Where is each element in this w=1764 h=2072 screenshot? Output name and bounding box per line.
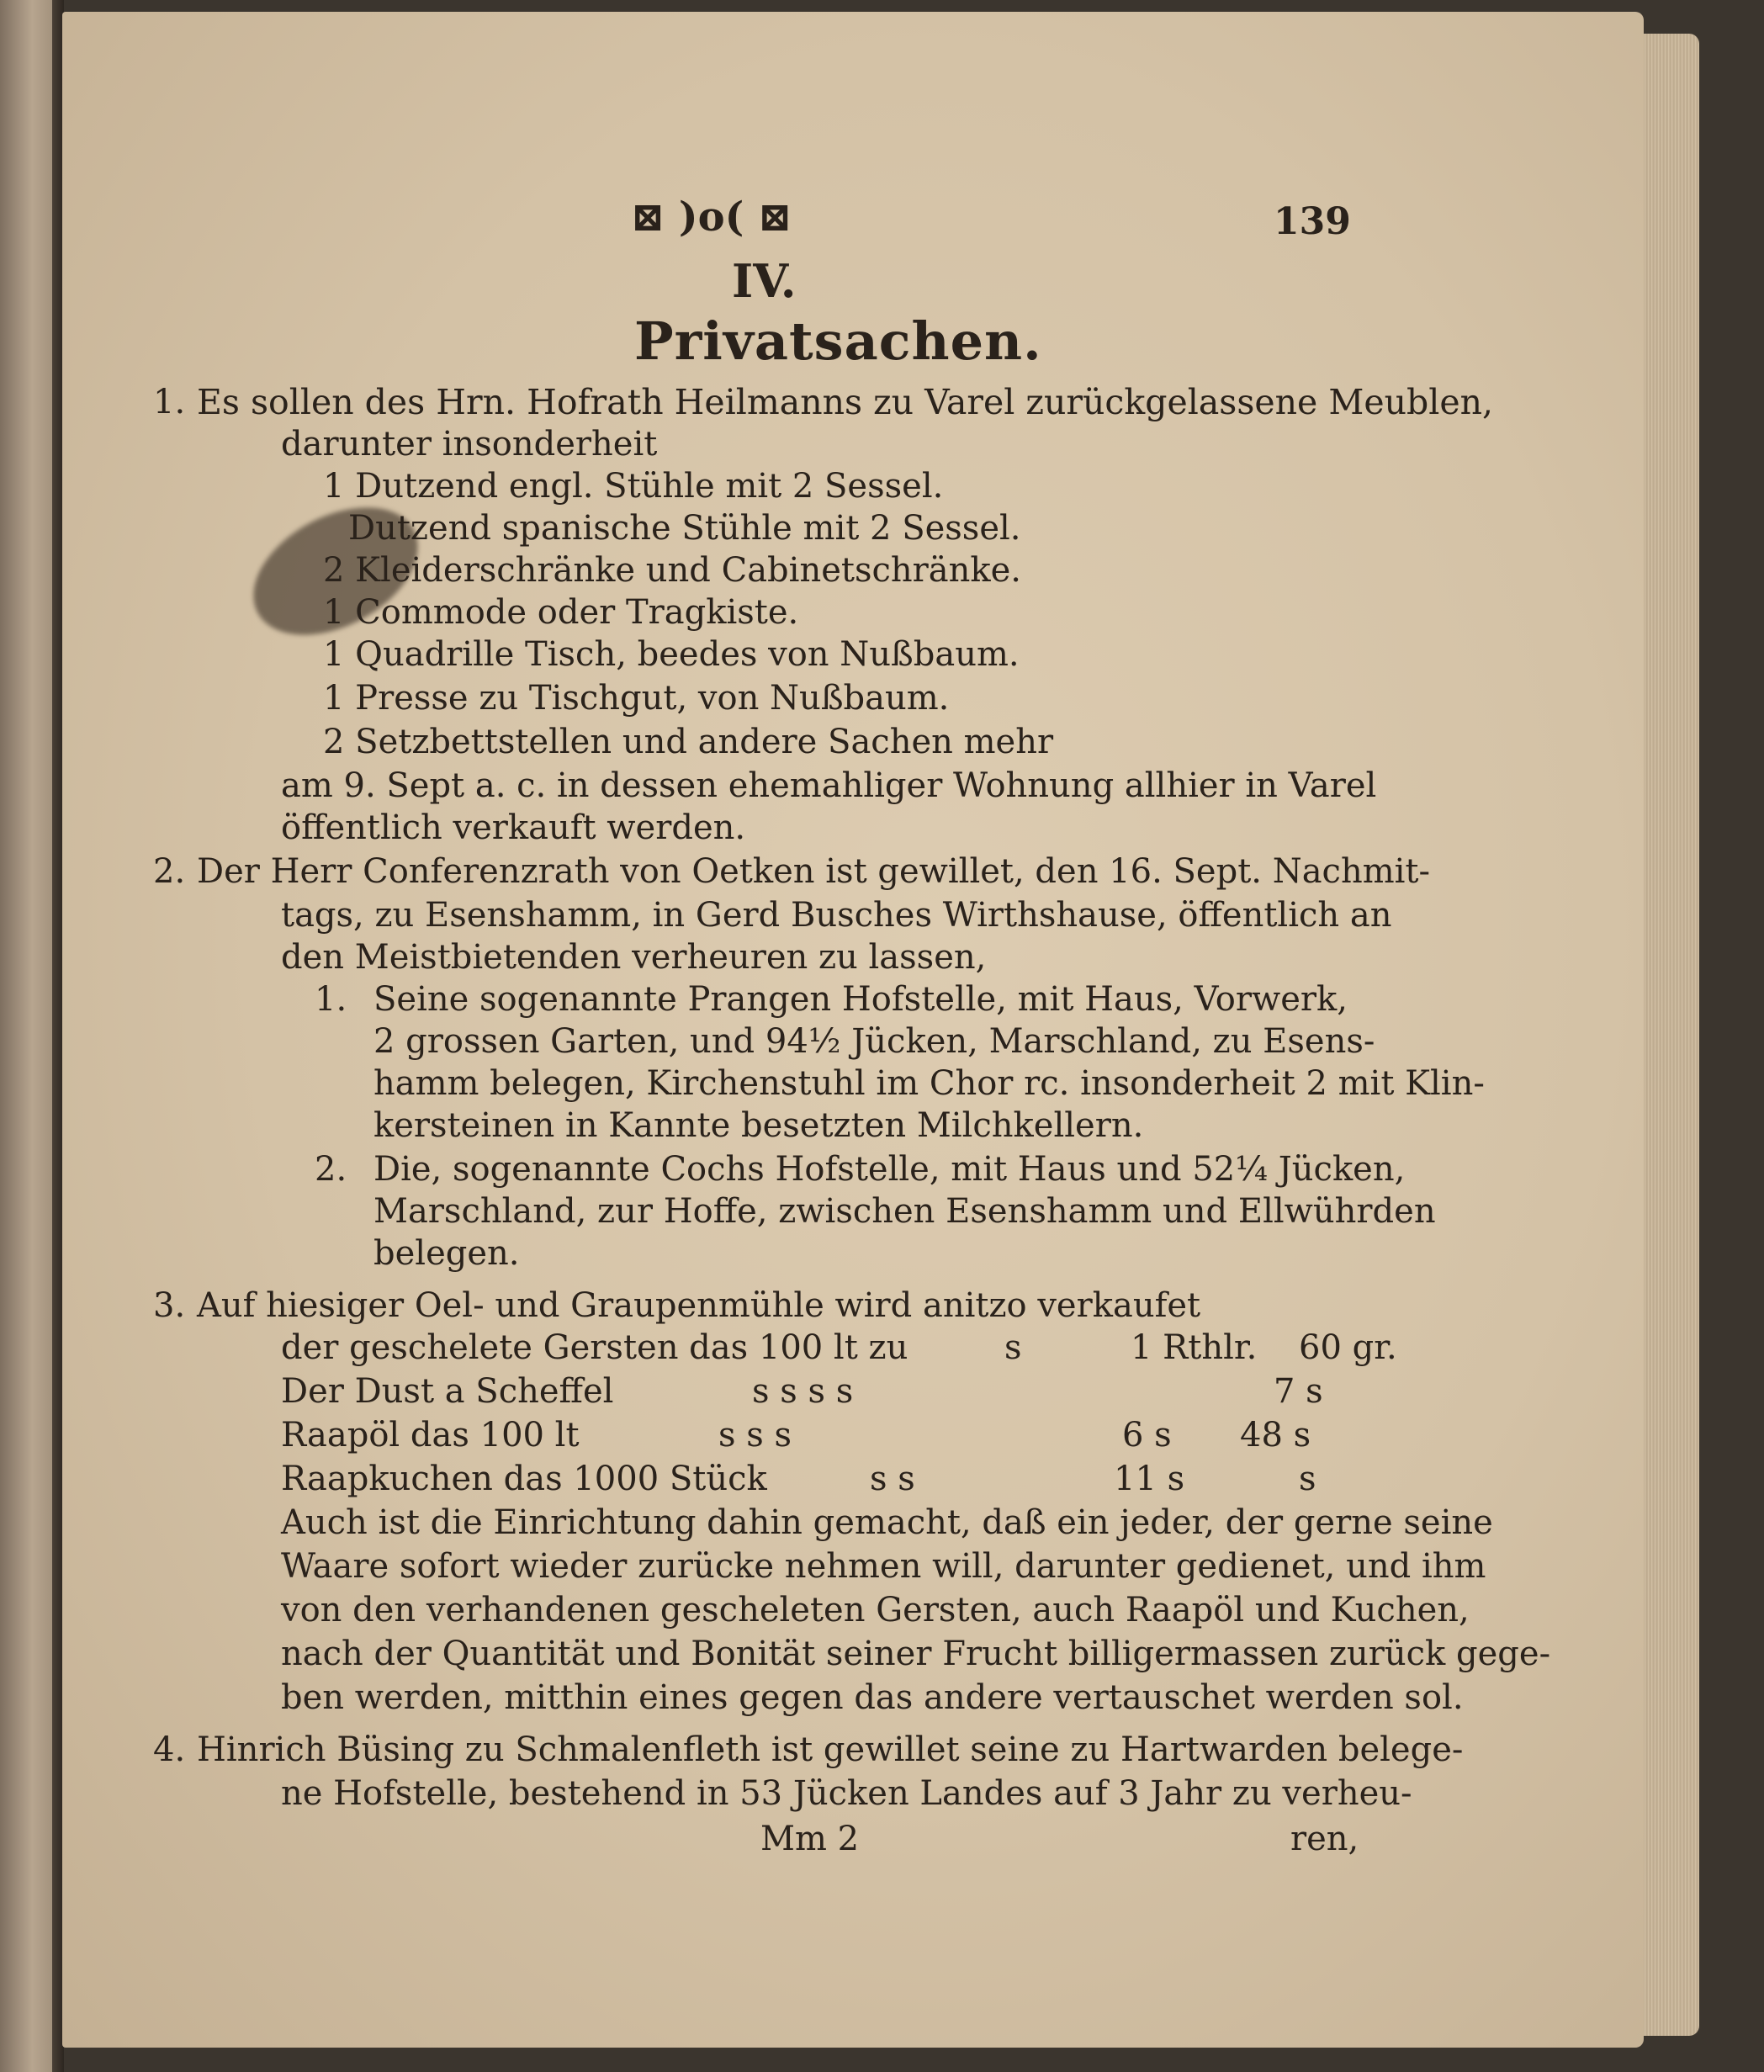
price-rthlr: 11 s	[1114, 1460, 1185, 1498]
sub-item-number: 1.	[315, 980, 347, 1019]
list-item: 1 Presse zu Tischgut, von Nußbaum.	[323, 679, 950, 718]
signature-mark: Mm 2	[760, 1820, 860, 1858]
book-page	[62, 12, 1644, 2048]
price-gr: s	[1299, 1460, 1316, 1498]
paragraph-line: am 9. Sept a. c. in dessen ehemahliger Wohnung allhier in Varel	[281, 766, 1377, 805]
paragraph-line: Waare sofort wieder zurücke nehmen will, darunter gedienet, und ihm	[281, 1547, 1486, 1586]
item-number: 2.	[153, 852, 186, 891]
list-item: 1 Dutzend engl. Stühle mit 2 Sessel.	[323, 467, 944, 506]
left-page-edge	[0, 0, 59, 2072]
paragraph-line: kersteinen in Kannte besetzten Milchkellern.	[373, 1106, 1144, 1145]
ditto-marks: s	[1004, 1328, 1022, 1367]
paragraph-line: den Meistbietenden verheuren zu lassen,	[281, 938, 987, 977]
list-item: 1 Commode oder Tragkiste.	[323, 593, 799, 632]
paragraph-line: Marschland, zur Hoffe, zwischen Esenshamm und Ellwührden	[373, 1192, 1436, 1231]
page-number: 139	[1274, 200, 1351, 243]
item-number: 3.	[153, 1286, 186, 1325]
item-number: 4.	[153, 1730, 186, 1769]
list-item: 2 Setzbettstellen und andere Sachen mehr	[323, 723, 1054, 761]
paragraph-line: Seine sogenannte Prangen Hofstelle, mit Haus, Vorwerk,	[373, 980, 1348, 1019]
paragraph-line: hamm belegen, Kirchenstuhl im Chor rc. insonderheit 2 mit Klin-	[373, 1064, 1485, 1103]
paragraph-line: ben werden, mitthin eines gegen das andere vertauschet werden sol.	[281, 1678, 1464, 1717]
price-rthlr: 6 s	[1122, 1416, 1172, 1455]
paragraph-line: Es sollen des Hrn. Hofrath Heilmanns zu Varel zurückgelassene Meublen,	[197, 382, 1494, 422]
price-label: der geschelete Gersten das 100 lt zu	[281, 1328, 908, 1367]
paragraph-line: nach der Quantität und Bonität seiner Frucht billigermassen zurück gege-	[281, 1635, 1551, 1673]
ditto-marks: s s	[870, 1460, 915, 1498]
sub-item-number: 2.	[315, 1150, 347, 1189]
ditto-marks: s s s	[718, 1416, 792, 1455]
paragraph-line: darunter insonderheit	[281, 425, 658, 464]
list-item: 1 Quadrille Tisch, beedes von Nußbaum.	[323, 635, 1020, 674]
paragraph-line: 2 grossen Garten, und 94½ Jücken, Marschland, zu Esens-	[373, 1022, 1375, 1061]
paragraph-line: tags, zu Esenshamm, in Gerd Busches Wirthshause, öffentlich an	[281, 896, 1392, 935]
price-rthlr: 1 Rthlr.	[1131, 1328, 1258, 1367]
paragraph-line: Der Herr Conferenzrath von Oetken ist gewillet, den 16. Sept. Nachmit-	[197, 852, 1431, 891]
paragraph-line: öffentlich verkauft werden.	[281, 808, 746, 847]
price-label: Der Dust a Scheffel	[281, 1372, 614, 1411]
price-label: Raapkuchen das 1000 Stück	[281, 1460, 767, 1498]
list-item: 2 Kleiderschränke und Cabinetschränke.	[323, 551, 1021, 590]
paragraph-line: ne Hofstelle, bestehend in 53 Jücken Landes auf 3 Jahr zu verheu-	[281, 1774, 1412, 1813]
paragraph-line: Auch ist die Einrichtung dahin gemacht, daß ein jeder, der gerne seine	[281, 1503, 1493, 1542]
paragraph-line: von den verhandenen gescheleten Gersten, auch Raapöl und Kuchen,	[281, 1591, 1470, 1630]
paragraph-line: Hinrich Büsing zu Schmalenfleth ist gewillet seine zu Hartwarden belege-	[197, 1730, 1464, 1769]
paragraph-line: Die, sogenannte Cochs Hofstelle, mit Haus und 52¼ Jücken,	[373, 1150, 1406, 1189]
list-item: Dutzend spanische Stühle mit 2 Sessel.	[348, 509, 1021, 548]
paragraph-line: Auf hiesiger Oel- und Graupenmühle wird anitzo verkaufet	[197, 1286, 1201, 1325]
price-gr: 48 s	[1240, 1416, 1311, 1455]
price-gr: 60 gr.	[1299, 1328, 1397, 1367]
price-label: Raapöl das 100 lt	[281, 1416, 580, 1455]
ditto-marks: s s s s	[752, 1372, 854, 1411]
section-title: Privatsachen.	[634, 310, 1042, 372]
section-numeral: IV.	[732, 254, 797, 308]
item-number: 1.	[153, 383, 186, 421]
header-ornament: ⊠ )o( ⊠	[631, 193, 792, 241]
catchword: ren,	[1290, 1820, 1359, 1858]
price-gr: 7 s	[1274, 1372, 1323, 1411]
paragraph-line: belegen.	[373, 1234, 520, 1273]
